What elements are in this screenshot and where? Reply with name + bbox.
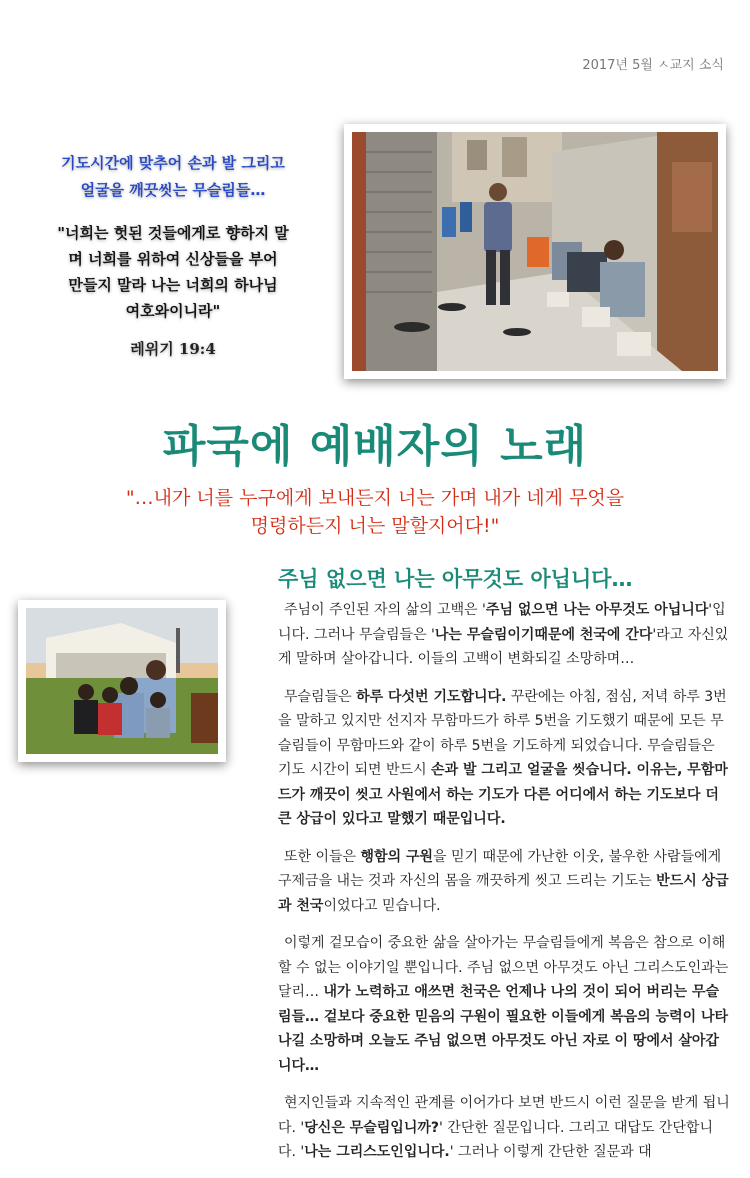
emphasized-text: 손과 발 그리고 얼굴을 씻습니다. 이유는, 무함마드가 깨끗이 씻고 사원에서 하는 기도가 다른 어디에서 하는 기도보다 더 큰 상급이 있다고 말했기 때문입니다. [278, 762, 728, 827]
page-title: 파국에 예배자의 노래 [162, 421, 588, 472]
caption-line: 얼굴을 깨끗씻는 무슬림들… [80, 181, 266, 199]
text-run: 무슬림들은 [284, 688, 357, 705]
bible-verse [18, 220, 328, 324]
text-run: '라고 자신있게 말하며 살아갑니다. 이들의 고백이 변화되길 소망하며… [278, 626, 729, 667]
photo-family [18, 600, 226, 762]
text-run: 현지인들과 지속적인 관계를 이어가다 보면 반드시 이런 질문을 받게 됩니다. ' [278, 1095, 730, 1136]
text-run: 을 믿기 때문에 가난한 이웃, 불우한 사람들에게 구제금을 내는 것과 자신의 몸을 깨끗하게 씻고 드리는 기도는 [278, 848, 722, 889]
verse-line: "너희는 헛된 것들에게로 향하지 말 [57, 224, 289, 242]
emphasized-text: 나는 무슬림이기때문에 천국에 간다 [434, 626, 653, 643]
photo-caption [18, 150, 328, 359]
text-run: 이었다고 믿습니다. [323, 897, 441, 914]
text-run: 주님이 주인된 자의 삶의 고백은 ' [284, 602, 486, 618]
washing-alley-image [352, 132, 718, 371]
subtitle-line: 명령하든지 너는 말할지어다!" [250, 515, 500, 537]
paragraph [278, 845, 730, 919]
text-run: ' 간단한 질문입니다. 그리고 대답도 간단합니다. ' [278, 1119, 713, 1160]
photo-washing-muslims [344, 124, 726, 379]
emphasized-text: 하루 다섯번 기도합니다. [356, 688, 507, 705]
paragraph [278, 685, 730, 832]
paragraph [278, 598, 730, 672]
subtitle-line: "…내가 너를 누구에게 보내든지 너는 가며 내가 네게 무엇을 [125, 487, 625, 509]
emphasized-text: 나는 그리스도인입니다. [304, 1144, 450, 1160]
verse-reference: 레위기 19:4 [130, 340, 216, 358]
emphasized-text: 행함의 구원 [360, 848, 434, 865]
text-run: 꾸란에는 아침, 점심, 저녁 하루 3번을 말하고 있지만 선지자 무함마드가 하루 5번을 기도했기 때문에 모든 무슬림들이 무함마드와 같이 하루 5번을 기도하게 되었습니다. 무슬림들은 기도 시간이 되면 반드시 [278, 688, 727, 778]
family-image [26, 608, 218, 754]
verse-line: 만들지 말라 나는 너희의 하나님 [68, 276, 278, 294]
emphasized-text: 내가 노력하고 애쓰면 천국은 언제나 나의 것이 되어 버리는 무슬림들… 겉보다 중요한 믿음의 구원이 필요한 이들에게 복음의 능력이 나타나길 소망하며 오늘도 주님 없으면 아무것도 아닌 자로 이 땅에서 살아갑니다… [278, 984, 729, 1074]
emphasized-text: 당신은 무슬림입니까? [304, 1119, 439, 1136]
emphasized-text: 반드시 상급과 천국 [278, 873, 729, 914]
subtitle-verse [95, 484, 655, 540]
newsletter-date: 2017년 5월 ㅅ교지 소식 [582, 58, 724, 73]
caption-line: 기도시간에 맞추어 손과 발 그리고 [61, 154, 285, 172]
paragraph [278, 1091, 730, 1165]
text-run: '입니다. 그러나 무슬림들은 ' [278, 602, 726, 643]
text-run: 또한 이들은 [284, 848, 361, 865]
caption-description [18, 150, 328, 204]
article-body [278, 598, 730, 1178]
emphasized-text: 주님 없으면 나는 아무것도 아닙니다 [485, 602, 709, 618]
verse-line: 여호와이니라" [125, 302, 221, 320]
text-run: ' 그러나 이렇게 간단한 질문과 대 [449, 1144, 652, 1160]
paragraph [278, 931, 730, 1078]
verse-line: 며 너희를 위하여 신상들을 부어 [68, 250, 278, 268]
section-heading: 주님 없으면 나는 아무것도 아닙니다… [278, 567, 633, 591]
text-run: 이렇게 겉모습이 중요한 삶을 살아가는 무슬림들에게 복음은 참으로 이해할 수 없는 이야기일 뿐입니다. 주님 없으면 아무것도 아닌 그리스도인과는 달리… [278, 935, 729, 1000]
